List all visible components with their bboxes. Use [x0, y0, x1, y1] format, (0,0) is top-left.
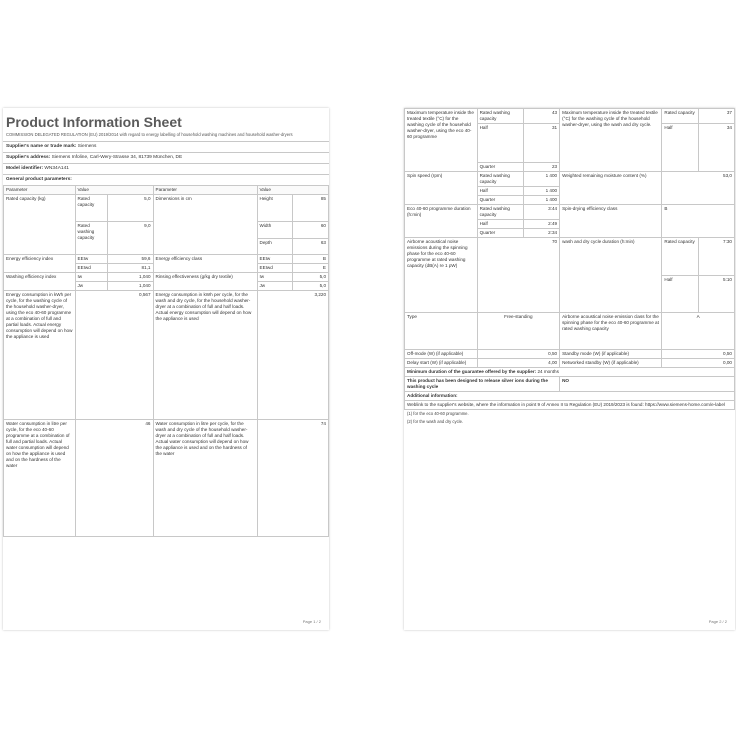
half-label: Half	[477, 187, 523, 196]
supplier-address: Siemens Infoline, Carl-Wery-Strasse 34, 81739 München, DE	[51, 155, 183, 160]
guarantee-row	[405, 368, 735, 377]
jw-label: Jw	[75, 282, 108, 291]
spin-rated-value: 1 400	[523, 172, 559, 187]
rated-washing-label: Rated washing capacity	[477, 109, 523, 124]
max-temp-label: Maximum temperature inside the treated textile (°C) for the washing cycle of the household washer-dryer, using the eco 40-60 programme	[405, 109, 478, 172]
energy-consumption-value: 0,567	[75, 291, 153, 420]
header-value: Value	[257, 186, 329, 195]
table-row	[405, 401, 735, 410]
table-row	[405, 392, 735, 401]
supplier-address-row	[3, 152, 329, 163]
noise-label: Airborne acoustical noise emissions during the spinning phase for the eco 40-60 programme at rated washing capacity (dB(A) re 1 pW)	[405, 238, 478, 313]
table-row	[405, 350, 735, 359]
rated-capacity-label: Rated capacity (kg)	[4, 195, 76, 255]
type-value: Free-standing	[477, 313, 559, 350]
spin-drying-class-value: B	[662, 205, 735, 238]
depth-value: 63	[293, 238, 329, 255]
table-row	[405, 205, 735, 220]
rinse-jw-label: Jw	[257, 282, 293, 291]
delay-start-value: 4,00	[477, 359, 559, 368]
rated-capacity-sub: Rated capacity	[75, 195, 108, 222]
page-footer: Page 2 / 2	[708, 619, 727, 624]
spin-speed-label: Spin speed (rpm)	[405, 172, 478, 205]
rated-capacity-label: Rated capacity	[662, 238, 698, 276]
type-label: Type	[405, 313, 478, 350]
supplier-name-row	[3, 141, 329, 152]
wd-duration-half-value: 5:10	[698, 275, 734, 313]
half-label: Half	[662, 124, 698, 172]
regulation-text: COMMISSION DELEGATED REGULATION (EU) 2019/2014 with regard to energy labelling of household washing machines and household washer-dryers	[6, 132, 293, 137]
model-row	[3, 163, 329, 174]
water-consumption-value: 46	[75, 420, 153, 537]
width-value: 60	[293, 222, 329, 239]
eec-w-value: B	[293, 255, 329, 264]
duration-half-value: 2:49	[523, 220, 559, 229]
page-2	[404, 108, 735, 630]
off-mode-value: 0,50	[477, 350, 559, 359]
table-row	[4, 273, 329, 282]
footnote: (2) for the wash and dry cycle.	[407, 419, 464, 424]
energy-consumption-wd-label: Energy consumption in kWh per cycle, for the wash and dry cycle, for the household washer-dryer at a combination of full and half loads. Actual energy consumption will depend on how the appliance is used	[153, 291, 257, 420]
networked-standby-value: 0,00	[662, 359, 735, 368]
guarantee-label: Minimum duration of the guarantee offered by the supplier:	[407, 369, 537, 374]
header-parameter: Parameter	[153, 186, 257, 195]
rinse-jw-value: 5,0	[293, 282, 329, 291]
eei-wd-label: EEIwd	[75, 264, 108, 273]
depth-label: Depth	[257, 238, 293, 255]
duration-quarter-value: 2:34	[523, 229, 559, 238]
networked-standby-label: Networked standby (W) (if applicable)	[560, 359, 662, 368]
max-temp-wd-half-value: 34	[698, 124, 734, 172]
eei-label: Energy efficiency index	[4, 255, 76, 273]
table-row	[405, 109, 735, 124]
height-label: Height	[257, 195, 293, 222]
table-row	[405, 238, 735, 276]
standby-label: Standby mode (W) (if applicable)	[560, 350, 662, 359]
eec-label: Energy efficiency class	[153, 255, 257, 273]
guarantee-value: 24 months	[537, 369, 559, 374]
supplier-address-label: Supplier's address:	[6, 155, 51, 160]
supplier-name: Siemens	[77, 144, 97, 149]
spin-half-value: 1 400	[523, 187, 559, 196]
max-temp-quarter-value: 23	[523, 163, 559, 172]
eec-w-label: EEIw	[257, 255, 293, 264]
max-temp-rated-value: 43	[523, 109, 559, 124]
general-params-row	[3, 174, 329, 185]
quarter-label: Quarter	[477, 196, 523, 205]
half-label: Half	[662, 275, 698, 313]
max-temp-half-value: 31	[523, 124, 559, 163]
water-consumption-wd-label: Water consumption in litre per cycle, for the wash and dry cycle of the household washer-dryer at a combination of full and half loads. Actual water consumption will depend on how the appliance is used and on the hardness of the water	[153, 420, 257, 537]
rinse-iw-value: 5,0	[293, 273, 329, 282]
rated-capacity-value: 5,0	[108, 195, 154, 222]
noise-class-value: A	[662, 313, 735, 350]
params-table-2	[404, 108, 735, 410]
half-label: Half	[477, 124, 523, 163]
iw-value: 1,040	[108, 273, 154, 282]
water-consumption-wd-value: 74	[257, 420, 329, 537]
half-label: Half	[477, 220, 523, 229]
table-row	[4, 195, 329, 222]
iw-label: Iw	[75, 273, 108, 282]
rinse-label: Rinsing effectiveness (g/kg dry textile)	[153, 273, 257, 291]
eei-w-value: 59,6	[108, 255, 154, 264]
silver-ions-value: NO	[560, 377, 735, 392]
additional-info-label: Additional information:	[405, 392, 735, 401]
model-label: Model identifier:	[6, 166, 44, 171]
max-temp-wd-rated-value: 37	[698, 109, 734, 124]
table-row	[405, 313, 735, 350]
quarter-label: Quarter	[477, 163, 523, 172]
rated-washing-value: 9,0	[108, 222, 154, 255]
rated-capacity-label: Rated capacity	[662, 109, 698, 124]
delay-start-label: Delay start (W) (if applicable)	[405, 359, 478, 368]
page-1	[3, 108, 329, 630]
silver-ions-label: This product has been designed to release silver ions during the washing cycle	[405, 377, 560, 392]
noise-class-label: Airborne acoustical noise emission class for the spinning phase for the eco 40-60 programme at rated washing capacity	[560, 313, 662, 350]
rated-washing-label: Rated washing capacity	[477, 205, 523, 220]
wd-duration-rated-value: 7:30	[698, 238, 734, 276]
table-row	[4, 255, 329, 264]
wei-label: Washing efficiency index	[4, 273, 76, 291]
header-value: Value	[75, 186, 153, 195]
height-value: 85	[293, 195, 329, 222]
duration-rated-value: 3:44	[523, 205, 559, 220]
standby-value: 0,50	[662, 350, 735, 359]
header-parameter: Parameter	[4, 186, 76, 195]
dimensions-label: Dimensions in cm	[153, 195, 257, 255]
page-footer: Page 1 / 2	[302, 619, 321, 624]
quarter-label: Quarter	[477, 229, 523, 238]
eei-wd-value: 81,1	[108, 264, 154, 273]
noise-value: 70	[477, 238, 559, 313]
table-row	[405, 172, 735, 187]
energy-consumption-label: Energy consumption in kWh per cycle, for the washing cycle of the household washer-dryer, using the eco 40-60 programme at a combination of full and partial loads. Actual energy consumption will depend on how the appliance is used	[4, 291, 76, 420]
jw-value: 1,040	[108, 282, 154, 291]
supplier-name-label: Supplier's name or trade mark:	[6, 144, 77, 149]
moisture-value: 53,0	[662, 172, 735, 205]
rinse-iw-label: Iw	[257, 273, 293, 282]
table-row	[4, 420, 329, 537]
rated-washing-label: Rated washing capacity	[477, 172, 523, 187]
model-identifier: WN34A141	[44, 166, 69, 171]
table-header	[4, 186, 329, 195]
eec-wd-value: E	[293, 264, 329, 273]
table-row	[405, 359, 735, 368]
eei-w-label: EEIw	[75, 255, 108, 264]
spin-quarter-value: 1 400	[523, 196, 559, 205]
rated-washing-sub: Rated washing capacity	[75, 222, 108, 255]
water-consumption-label: Water consumption in litre per cycle, for the eco 40-60 programme at a combination of full and partial loads. Actual water consumption will depend on how the appliance is used and on the hardness of the water	[4, 420, 76, 537]
table-row	[405, 368, 735, 377]
eec-wd-label: EEIwd	[257, 264, 293, 273]
table-row	[405, 377, 735, 392]
general-params-table	[3, 185, 329, 537]
table-row	[4, 291, 329, 420]
page-title: Product Information Sheet	[6, 114, 182, 130]
wd-duration-label: wash and dry cycle duration (h:min)	[560, 238, 662, 313]
off-mode-label: Off-mode (W) (if applicable)	[405, 350, 478, 359]
max-temp-wd-label: Maximum temperature inside the treated textile (°C) for the washing cycle of the household washer-dryer, using the wash and dry cycle.	[560, 109, 662, 172]
eco-duration-label: Eco 40-60 programme duration (h:min)	[405, 205, 478, 238]
footnote: (1) for the eco 40-60 programme.	[407, 411, 469, 416]
weblink-text: Weblink to the supplier's website, where the information in point 9 of Annex II to Regulation (EU) 2019/2023 is found: https://www.siemens-home.com/e-label	[405, 401, 735, 410]
general-params-label: General product parameters:	[6, 177, 72, 182]
width-label: Width	[257, 222, 293, 239]
moisture-label: Weighted remaining moisture content (%)	[560, 172, 662, 205]
energy-consumption-wd-value: 3,220	[257, 291, 329, 420]
spin-drying-class-label: Spin-drying efficiency class	[560, 205, 662, 238]
